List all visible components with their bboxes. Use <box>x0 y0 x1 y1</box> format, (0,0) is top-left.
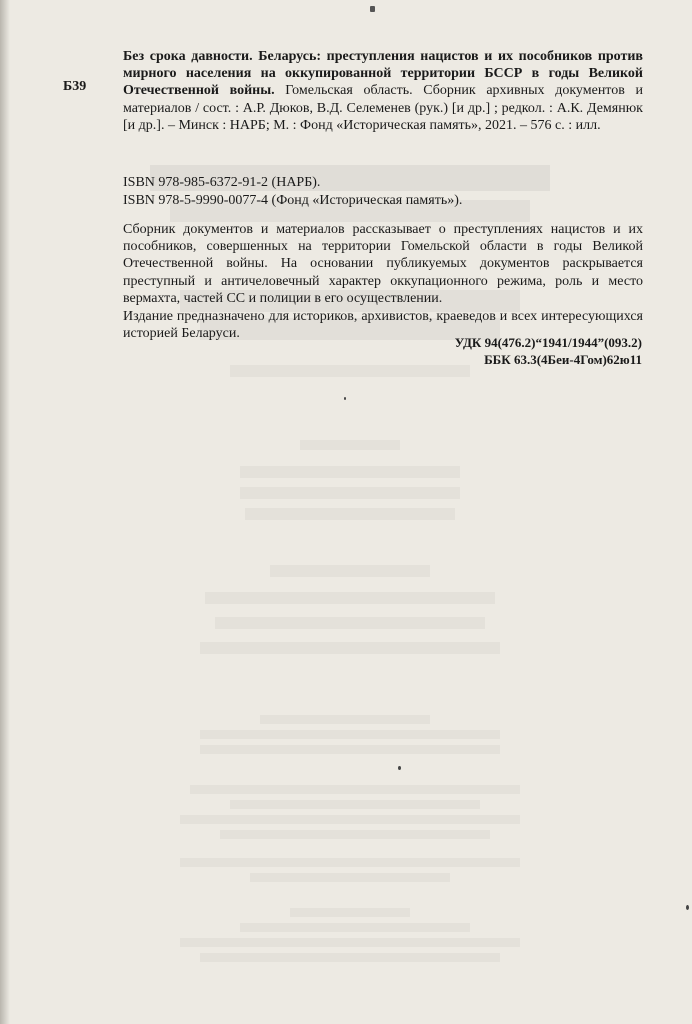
scan-speck <box>686 905 689 910</box>
bibliographic-record <box>123 48 643 134</box>
annotation-paragraph-2: Издание предназначено для историков, архивистов, краеведов и всех интересующихся историей Беларуси. <box>123 309 643 342</box>
bbk-code: ББК 63.3(4Беи-4Гом)62ю11 <box>484 352 642 367</box>
annotation <box>123 221 643 342</box>
annotation-paragraph-1: Сборник документов и материалов рассказывает о преступлениях нацистов и их пособников, совершенных на территории Гомельской области в годы Великой Отечественной войны. На основании публикуемых документов раскрывается преступный и античеловечный характер оккупационного режима, роль и место вермахта, частей СС и полиции в его осуществлении. <box>123 222 643 306</box>
scan-speck <box>398 766 401 770</box>
library-cipher: Б39 <box>63 79 87 94</box>
page-edge-shadow <box>0 0 10 1024</box>
isbn-fund: ISBN 978-5-9990-0077-4 (Фонд «Историческая память»). <box>123 193 463 208</box>
book-title: Без срока давности. Беларусь: преступления нацистов и их пособников против мирного населения на оккупированной территории БССР в годы Великой Отечественной войны. <box>123 49 643 99</box>
udk-code: УДК 94(476.2)“1941/1944”(093.2) <box>454 335 642 350</box>
scan-speck <box>370 6 375 12</box>
scan-speck <box>344 397 346 400</box>
bibliographic-details: Гомельская область. Сборник архивных документов и материалов / сост. : А.Р. Дюков, В.Д. Селеменев (рук.) [и др.] ; редкол. : А.К. Демянюк [и др.]. – Минск : НАРБ; М. : Фонд «Историческая память», 2021. – 576 с. : илл. <box>123 83 643 133</box>
isbn-narb: ISBN 978-985-6372-91-2 (НАРБ). <box>123 175 321 190</box>
